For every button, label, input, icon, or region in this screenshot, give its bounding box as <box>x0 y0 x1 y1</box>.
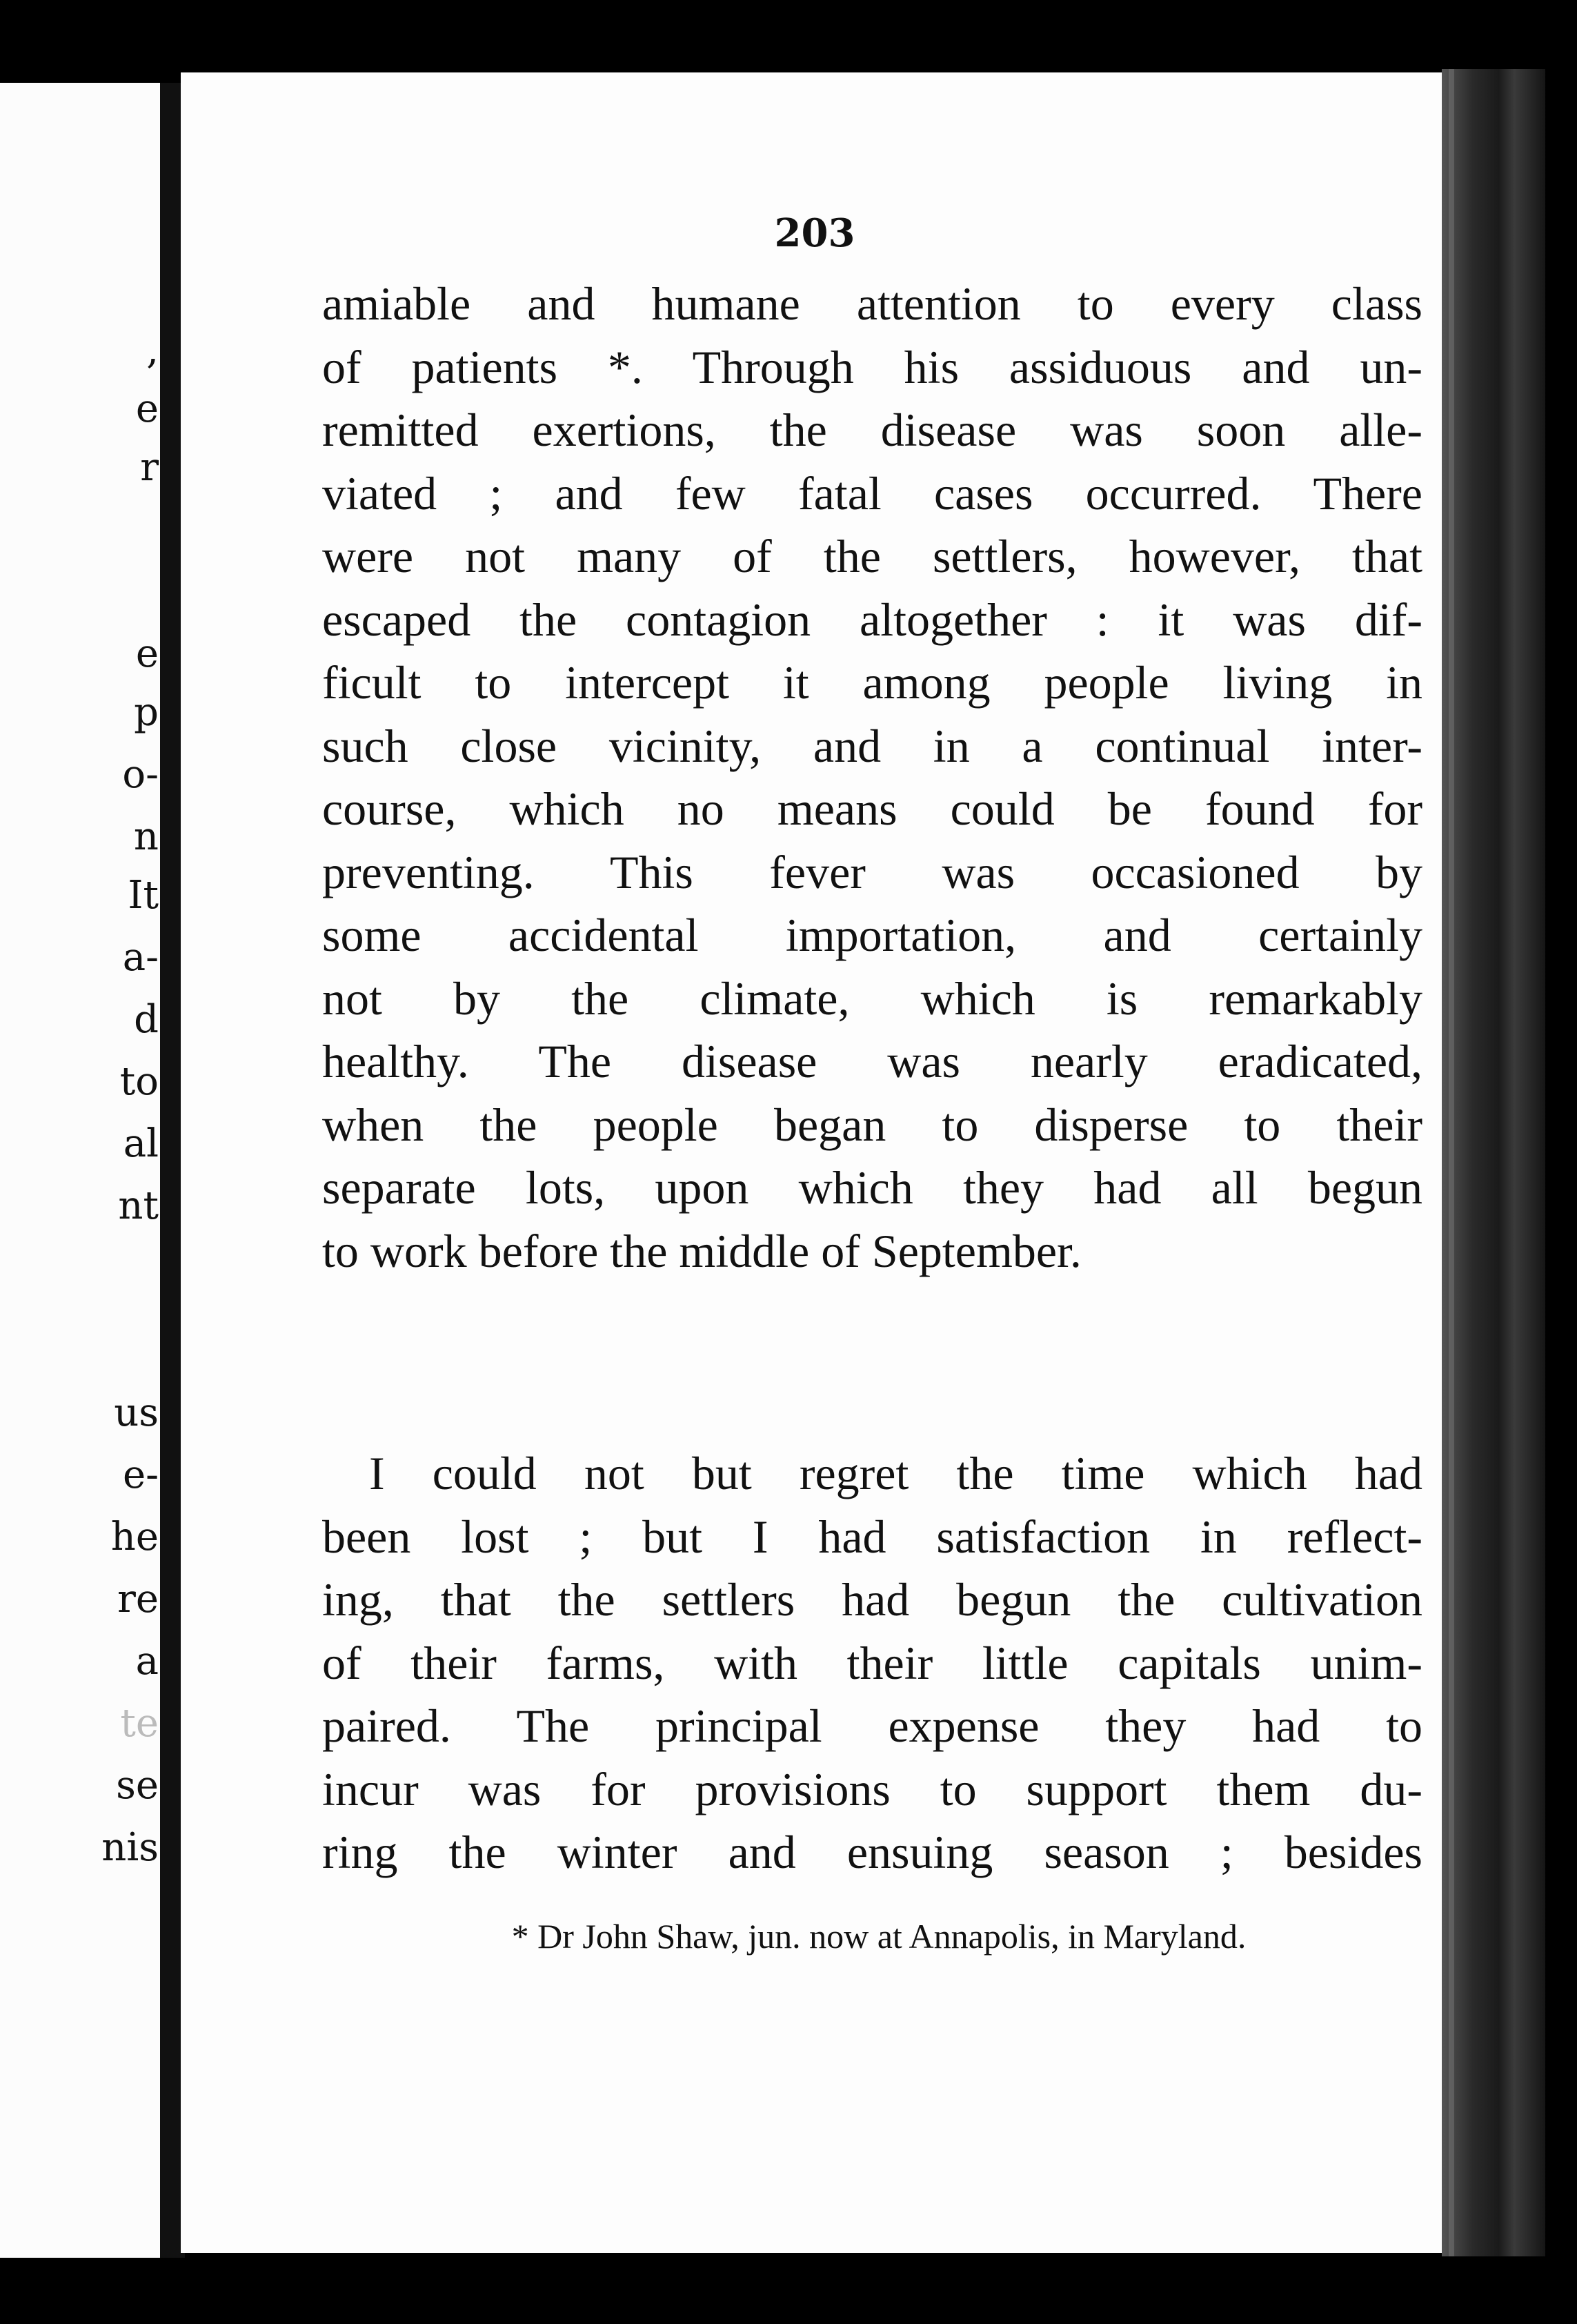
text-line: been lost ; but I had satisfaction in reflect- <box>322 1510 1422 1563</box>
text-line: some accidental importation, and certainly <box>322 909 1422 961</box>
text-line: amiable and humane attention to every class <box>322 277 1422 330</box>
left-fragment: nis <box>101 1825 159 1870</box>
left-facing-page <box>0 83 167 2258</box>
footnote: * Dr John Shaw, jun. now at Annapolis, in Maryland. <box>511 1917 1247 1956</box>
left-fragment: al <box>123 1121 159 1166</box>
text-line: preventing. This fever was occasioned by <box>322 845 1422 898</box>
left-fragment: o- <box>122 752 159 797</box>
text-line: paired. The principal expense they had to <box>322 1700 1422 1752</box>
left-fragment: r <box>140 445 159 490</box>
paragraph-1 <box>322 273 1422 1283</box>
left-fragment: p <box>134 690 159 735</box>
text-line: I could not but regret the time which had <box>369 1447 1422 1499</box>
paragraph-2 <box>322 1442 1422 1884</box>
text-line: viated ; and few fatal cases occurred. There <box>322 466 1422 520</box>
text-line: ing, that the settlers had begun the cultivation <box>322 1573 1422 1626</box>
left-fragment: a <box>135 1639 159 1684</box>
text-line: escaped the contagion altogether : it was dif- <box>322 593 1422 646</box>
left-fragment: a- <box>122 935 159 980</box>
text-line: ring the winter and ensuing season ; besides <box>322 1826 1422 1878</box>
left-page-text-fragments <box>0 83 167 2258</box>
left-fragment: e <box>135 631 159 676</box>
left-fragment: e- <box>122 1452 159 1497</box>
page-number: 203 <box>774 210 855 256</box>
text-line: not by the climate, which is remarkably <box>322 972 1422 1025</box>
text-line: incur was for provisions to support them du- <box>322 1762 1422 1815</box>
left-fragment: nt <box>118 1183 159 1228</box>
book-page <box>181 72 1449 2253</box>
text-line: of their farms, with their little capitals unim- <box>322 1636 1422 1689</box>
left-fragment: re <box>117 1577 159 1622</box>
left-fragment: It <box>128 873 159 918</box>
left-fragment: he <box>110 1515 159 1559</box>
text-line: when the people began to disperse to their <box>322 1098 1422 1151</box>
text-line: course, which no means could be found for <box>322 782 1422 835</box>
left-fragment: n <box>133 814 159 859</box>
text-line: ficult to intercept it among people living in <box>322 656 1422 709</box>
text-line: remitted exertions, the disease was soon alle- <box>322 404 1422 456</box>
text-line: were not many of the settlers, however, that <box>322 530 1422 582</box>
text-line: healthy. The disease was nearly eradicated, <box>322 1035 1422 1087</box>
left-fragment: , <box>146 328 159 373</box>
page-stack-edge <box>1442 69 1545 2256</box>
left-fragment: te <box>120 1701 159 1746</box>
left-fragment: se <box>116 1763 159 1808</box>
left-fragment: d <box>134 997 159 1042</box>
left-fragment: us <box>114 1390 159 1435</box>
text-line: such close vicinity, and in a continual inter- <box>322 719 1422 772</box>
left-fragment: to <box>119 1059 159 1104</box>
left-fragment: e <box>135 386 159 431</box>
text-line: separate lots, upon which they had all begun <box>322 1161 1422 1214</box>
text-line: to work before the middle of September. <box>322 1224 1082 1277</box>
text-line: of patients *. Through his assiduous and un- <box>322 340 1422 393</box>
